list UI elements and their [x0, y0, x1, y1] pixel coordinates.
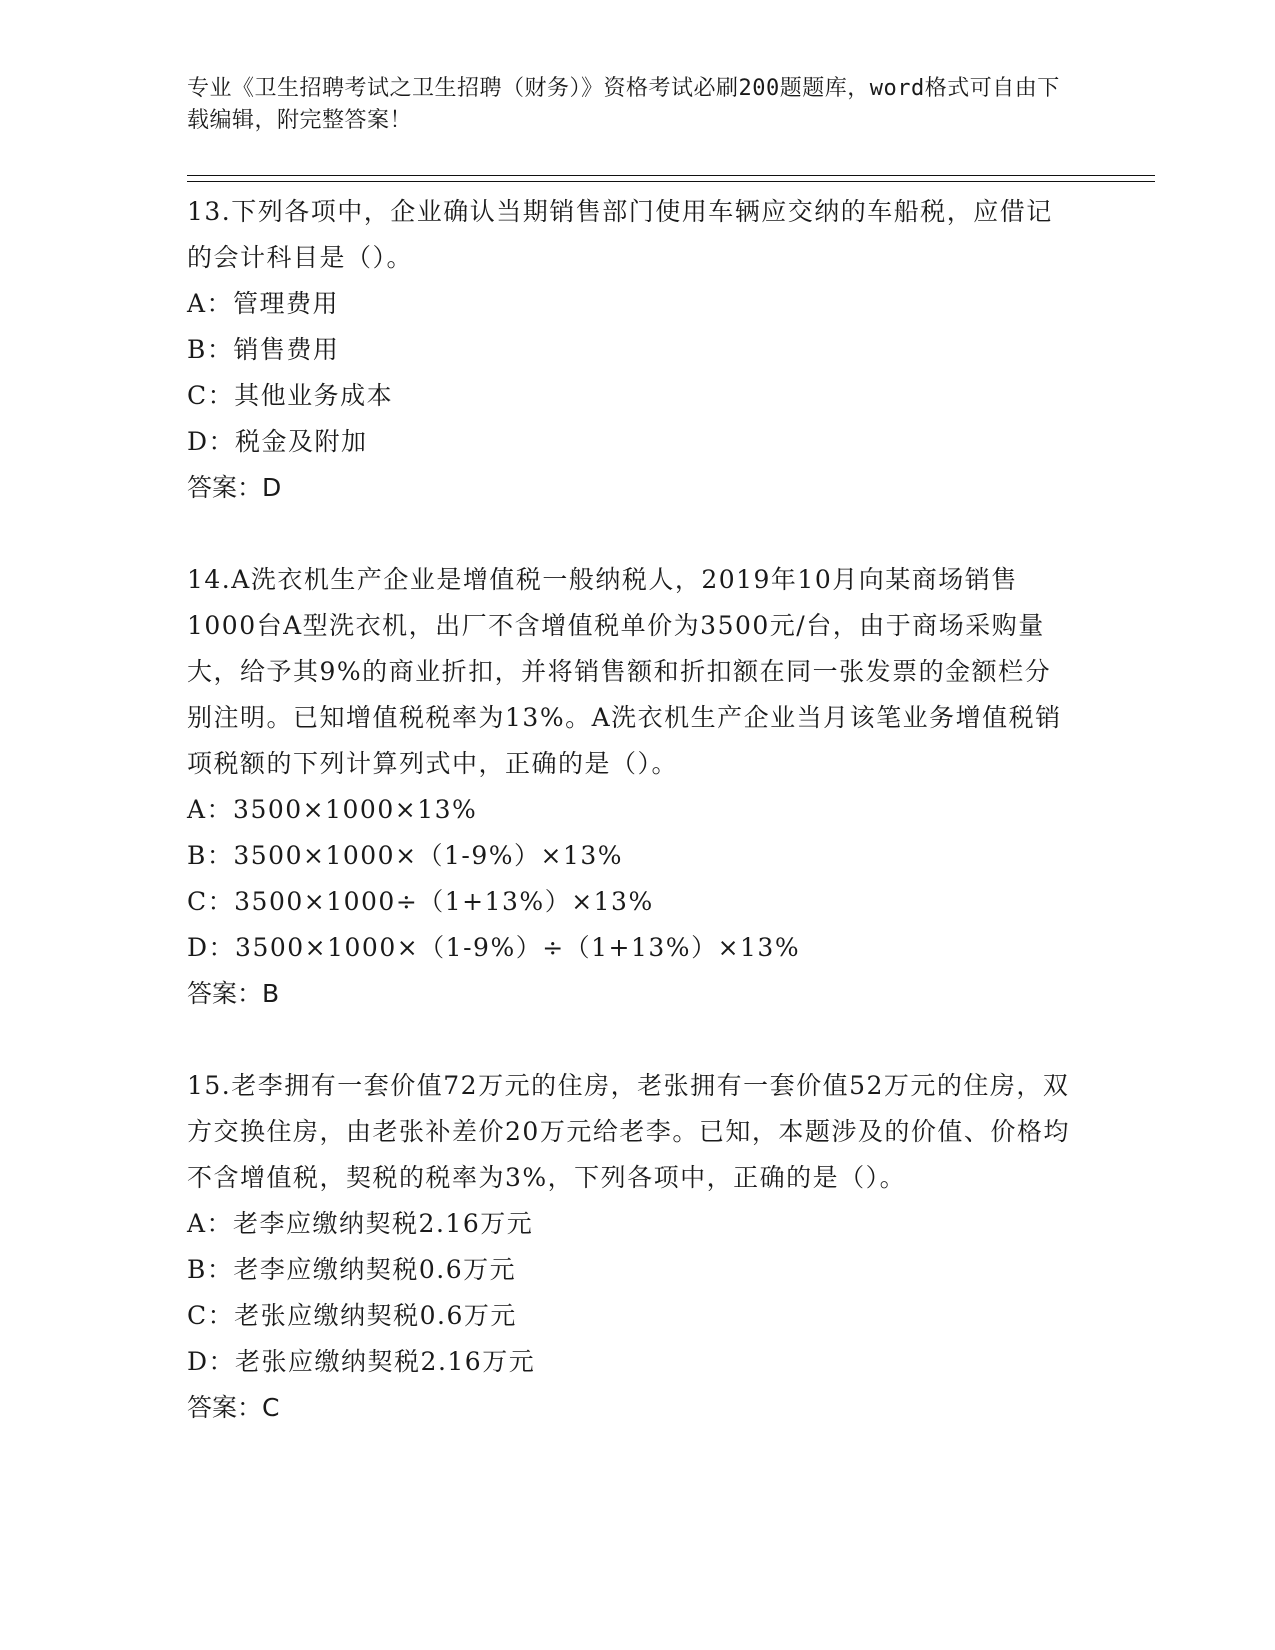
option-b: B：销售费用	[187, 335, 340, 364]
option-a: A：3500×1000×13%	[187, 795, 478, 824]
option-a: A：管理费用	[187, 289, 340, 318]
question-stem: 15.老李拥有一套价值72万元的住房，老张拥有一套价值52万元的住房，双方交换住房，由老张补差价20万元给老李。已知，本题涉及的价值、价格均不含增值税，契税的税率为3%，下列各项中，正确的是（）。	[187, 1071, 1070, 1192]
option-b: B：老李应缴纳契税0.6万元	[187, 1255, 517, 1284]
header-divider-top	[187, 175, 1155, 176]
question-stem: 13.下列各项中，企业确认当期销售部门使用车辆应交纳的车船税，应借记的会计科目是（）。	[187, 197, 1053, 272]
option-d: D：3500×1000×（1-9%）÷（1+13%）×13%	[187, 933, 801, 962]
question-13	[187, 189, 1077, 511]
question-14	[187, 557, 1077, 1017]
answer-label: 答案：B	[187, 979, 280, 1008]
option-c: C：3500×1000÷（1+13%）×13%	[187, 887, 654, 916]
option-c: C：老张应缴纳契税0.6万元	[187, 1301, 517, 1330]
option-d: D：税金及附加	[187, 427, 368, 456]
option-a: A：老李应缴纳契税2.16万元	[187, 1209, 534, 1238]
option-c: C：其他业务成本	[187, 381, 394, 410]
question-stem: 14.A洗衣机生产企业是增值税一般纳税人，2019年10月向某商场销售1000台A型洗衣机，出厂不含增值税单价为3500元/台，由于商场采购量大，给予其9%的商业折扣，并将销售额和折扣额在同一张发票的金额栏分别注明。已知增值税税率为13%。A洗衣机生产企业当月该笔业务增值税销项税额的下列计算列式中，正确的是（）。	[187, 565, 1062, 778]
document-header: 专业《卫生招聘考试之卫生招聘（财务）》资格考试必刷200题题库，word格式可自由下载编辑，附完整答案！	[187, 76, 1060, 133]
question-list	[187, 189, 1077, 1431]
answer-label: 答案：D	[187, 473, 282, 502]
answer-label: 答案：C	[187, 1393, 280, 1422]
option-b: B：3500×1000×（1-9%）×13%	[187, 841, 624, 870]
option-d: D：老张应缴纳契税2.16万元	[187, 1347, 536, 1376]
question-15	[187, 1063, 1077, 1431]
header-divider-bottom	[187, 181, 1155, 182]
